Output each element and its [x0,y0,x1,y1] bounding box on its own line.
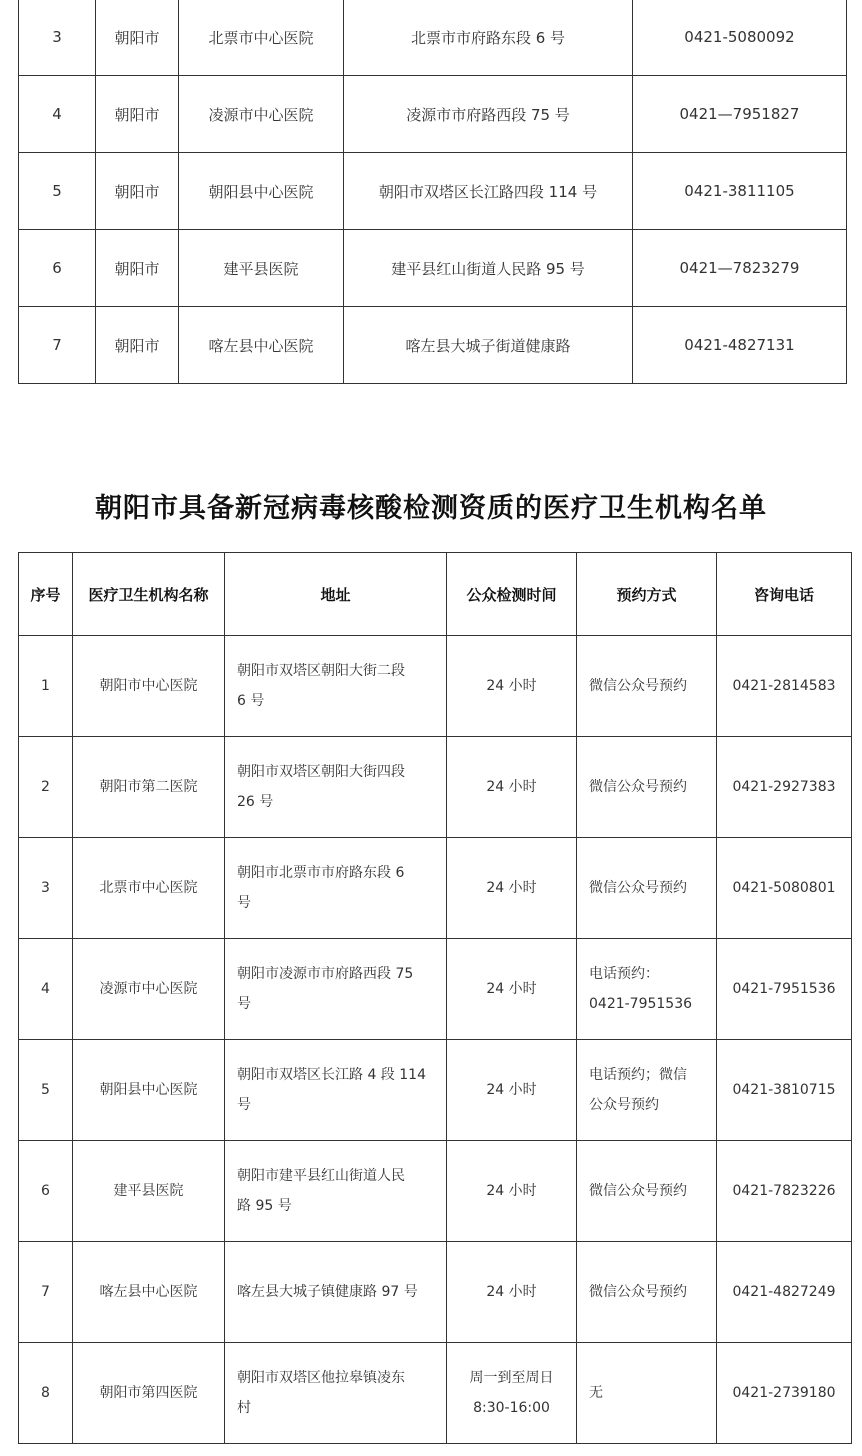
hospital-cell: 朝阳县中心医院 [179,153,344,230]
address-line: 号 [237,895,251,911]
institution-name: 喀左县中心医院 [73,1242,225,1343]
address-line: 朝阳市双塔区朝阳大街二段 [237,663,405,679]
header-hours: 公众检测时间 [447,553,577,636]
row-number: 8 [19,1343,73,1444]
hours-cell [447,939,577,1040]
address-cell [225,1242,447,1343]
table-row [19,838,852,939]
booking-line: 电话预约；微信 [589,1067,687,1083]
address-cell: 凌源市市府路西段 75 号 [344,76,633,153]
hours-cell [447,1242,577,1343]
booking-line: 微信公众号预约 [589,1183,687,1199]
row-number: 5 [19,153,96,230]
row-number: 6 [19,1141,73,1242]
booking-cell [577,1141,717,1242]
address-cell [225,1040,447,1141]
header-no: 序号 [19,553,73,636]
institution-name: 朝阳市第四医院 [73,1343,225,1444]
booking-cell [577,1343,717,1444]
booking-line: 0421-7951536 [589,996,693,1012]
booking-cell [577,838,717,939]
phone-cell: 0421-2927383 [717,737,852,838]
address-cell [225,1141,447,1242]
row-number: 3 [19,838,73,939]
table-row [19,230,847,307]
hours-cell [447,838,577,939]
city-cell: 朝阳市 [96,0,179,76]
address-line: 喀左县大城子镇健康路 97 号 [237,1284,418,1300]
address-line: 朝阳市建平县红山街道人民 [237,1168,405,1184]
row-number: 6 [19,230,96,307]
booking-line: 电话预约： [589,966,659,982]
city-cell: 朝阳市 [96,76,179,153]
hospital-table-continued [18,0,847,384]
table-row [19,737,852,838]
institution-name: 凌源市中心医院 [73,939,225,1040]
city-cell: 朝阳市 [96,153,179,230]
phone-cell: 0421—7823279 [633,230,847,307]
table-header-row [19,553,852,636]
booking-cell [577,636,717,737]
hours-line: 24 小时 [486,779,537,795]
row-number: 1 [19,636,73,737]
address-line: 朝阳市凌源市市府路西段 75 [237,966,414,982]
row-number: 4 [19,939,73,1040]
table-row [19,1242,852,1343]
phone-cell: 0421-4827131 [633,307,847,384]
address-line: 朝阳市双塔区长江路 4 段 114 [237,1067,426,1083]
table-row [19,307,847,384]
header-name: 医疗卫生机构名称 [73,553,225,636]
address-line: 朝阳市北票市市府路东段 6 [237,865,405,881]
hours-line: 周一到至周日 [469,1370,554,1386]
address-line: 路 95 号 [237,1198,292,1214]
city-cell: 朝阳市 [96,230,179,307]
institution-name: 朝阳市第二医院 [73,737,225,838]
booking-line: 公众号预约 [589,1097,659,1113]
address-cell [225,939,447,1040]
address-line: 号 [237,1097,251,1113]
hours-cell [447,1141,577,1242]
address-cell: 喀左县大城子街道健康路 [344,307,633,384]
hours-cell [447,1040,577,1141]
address-cell: 北票市市府路东段 6 号 [344,0,633,76]
hours-line: 24 小时 [486,1183,537,1199]
institution-name: 北票市中心医院 [73,838,225,939]
row-number: 2 [19,737,73,838]
table-row [19,636,852,737]
booking-line: 微信公众号预约 [589,678,687,694]
row-number: 3 [19,0,96,76]
booking-cell [577,1242,717,1343]
phone-cell: 0421-7823226 [717,1141,852,1242]
table-row [19,76,847,153]
header-address: 地址 [225,553,447,636]
address-cell [225,737,447,838]
phone-cell: 0421-2814583 [717,636,852,737]
booking-line: 微信公众号预约 [589,1284,687,1300]
hours-line: 8:30-16:00 [473,1400,550,1416]
address-cell [225,636,447,737]
phone-cell: 0421-3811105 [633,153,847,230]
table-row [19,1343,852,1444]
hours-cell [447,737,577,838]
hospital-cell: 北票市中心医院 [179,0,344,76]
row-number: 4 [19,76,96,153]
hospital-cell: 喀左县中心医院 [179,307,344,384]
testing-institutions-table [18,552,852,1444]
phone-cell: 0421-7951536 [717,939,852,1040]
table-row [19,1141,852,1242]
hours-line: 24 小时 [486,678,537,694]
table-row [19,0,847,76]
address-cell: 建平县红山街道人民路 95 号 [344,230,633,307]
hours-line: 24 小时 [486,1082,537,1098]
address-line: 村 [237,1400,251,1416]
row-number: 5 [19,1040,73,1141]
city-cell: 朝阳市 [96,307,179,384]
hours-cell [447,636,577,737]
phone-cell: 0421-2739180 [717,1343,852,1444]
address-line: 26 号 [237,794,274,810]
row-number: 7 [19,1242,73,1343]
address-cell [225,1343,447,1444]
institution-name: 朝阳市中心医院 [73,636,225,737]
address-cell: 朝阳市双塔区长江路四段 114 号 [344,153,633,230]
address-line: 号 [237,996,251,1012]
table-row [19,939,852,1040]
phone-cell: 0421-4827249 [717,1242,852,1343]
phone-cell: 0421-3810715 [717,1040,852,1141]
booking-line: 无 [589,1385,603,1401]
hours-line: 24 小时 [486,880,537,896]
address-cell [225,838,447,939]
row-number: 7 [19,307,96,384]
phone-cell: 0421-5080092 [633,0,847,76]
hospital-cell: 凌源市中心医院 [179,76,344,153]
header-phone: 咨询电话 [717,553,852,636]
table-row [19,1040,852,1141]
address-line: 6 号 [237,693,265,709]
hospital-cell: 建平县医院 [179,230,344,307]
booking-cell [577,737,717,838]
booking-cell [577,1040,717,1141]
header-booking: 预约方式 [577,553,717,636]
phone-cell: 0421-5080801 [717,838,852,939]
phone-cell: 0421—7951827 [633,76,847,153]
institution-name: 建平县医院 [73,1141,225,1242]
address-line: 朝阳市双塔区朝阳大街四段 [237,764,405,780]
address-line: 朝阳市双塔区他拉皋镇凌东 [237,1370,405,1386]
hours-cell [447,1343,577,1444]
hours-line: 24 小时 [486,1284,537,1300]
booking-line: 微信公众号预约 [589,779,687,795]
institution-name: 朝阳县中心医院 [73,1040,225,1141]
booking-line: 微信公众号预约 [589,880,687,896]
table-row [19,153,847,230]
page-title: 朝阳市具备新冠病毒核酸检测资质的医疗卫生机构名单 [95,493,767,524]
hours-line: 24 小时 [486,981,537,997]
booking-cell [577,939,717,1040]
